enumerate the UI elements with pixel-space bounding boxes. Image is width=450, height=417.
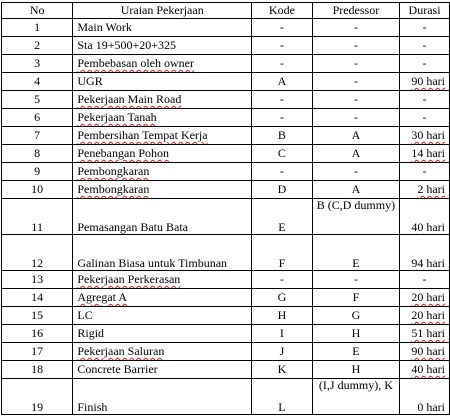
cell-uraian (73, 325, 252, 343)
cell-predessor (312, 235, 399, 271)
cell-no-text: 5 (34, 92, 41, 106)
cell-uraian (73, 181, 252, 199)
cell-kode (252, 379, 313, 415)
cell-uraian (73, 19, 252, 37)
cell-predessor (312, 127, 399, 145)
cell-durasi (400, 343, 450, 361)
header-durasi: Durasi (400, 3, 450, 19)
cell-kode-text: H (277, 308, 287, 322)
cell-predessor (312, 19, 399, 37)
table-row (2, 109, 450, 127)
cell-predessor (312, 37, 399, 55)
cell-predessor-text: A (351, 182, 361, 196)
cell-uraian-text: Pekerjaan Saluran (77, 344, 165, 358)
cell-no (2, 109, 73, 127)
cell-uraian (73, 343, 252, 361)
cell-durasi (400, 127, 450, 145)
cell-durasi-text: 0 hari (417, 400, 445, 414)
table-row (2, 55, 450, 73)
cell-predessor (312, 163, 399, 181)
cell-predessor (312, 181, 399, 199)
cell-predessor-text: - (353, 56, 358, 70)
cell-predessor (312, 325, 399, 343)
cell-predessor (312, 145, 399, 163)
header-uraian: Uraian Pekerjaan (73, 3, 252, 19)
cell-predessor-text: - (353, 272, 358, 286)
cell-no-text: 4 (34, 74, 41, 88)
table-row (2, 37, 450, 55)
activity-table (1, 2, 450, 415)
cell-no (2, 55, 73, 73)
cell-kode-text: B (277, 128, 286, 142)
cell-uraian (73, 199, 252, 235)
cell-no (2, 379, 73, 415)
cell-kode (252, 73, 313, 91)
cell-durasi (400, 91, 450, 109)
cell-uraian (73, 379, 252, 415)
cell-uraian-text: Concrete Barrier (77, 362, 158, 376)
cell-uraian-text: LC (77, 308, 93, 322)
cell-kode (252, 91, 313, 109)
cell-kode (252, 37, 313, 55)
cell-kode-text: - (279, 38, 284, 52)
table-row (2, 307, 450, 325)
cell-no-text: 10 (31, 182, 44, 196)
cell-kode-text: - (279, 20, 284, 34)
cell-kode-text: - (279, 110, 284, 124)
cell-predessor (312, 361, 399, 379)
cell-no-text: 15 (31, 308, 44, 322)
cell-no (2, 91, 73, 109)
cell-no-text: 13 (31, 272, 44, 286)
cell-no (2, 289, 73, 307)
cell-uraian (73, 109, 252, 127)
cell-uraian (73, 127, 252, 145)
cell-predessor-text: H (351, 362, 361, 376)
cell-predessor-text: E (352, 344, 360, 358)
cell-kode (252, 325, 313, 343)
cell-durasi (400, 235, 450, 271)
cell-no-text: 17 (31, 344, 44, 358)
cell-uraian (73, 73, 252, 91)
cell-durasi (400, 361, 450, 379)
cell-durasi-text: 51 hari (411, 326, 445, 340)
cell-durasi (400, 199, 450, 235)
table-row (2, 199, 450, 235)
cell-uraian (73, 271, 252, 289)
cell-uraian-text: Sta 19+500+20+325 (77, 38, 176, 52)
cell-kode-text: C (277, 146, 286, 160)
table-row (2, 361, 450, 379)
cell-uraian (73, 55, 252, 73)
cell-no (2, 361, 73, 379)
cell-predessor (312, 109, 399, 127)
cell-predessor (312, 343, 399, 361)
cell-uraian (73, 163, 252, 181)
cell-kode-text: A (277, 74, 287, 88)
cell-predessor-text: - (353, 20, 358, 34)
cell-no (2, 19, 73, 37)
cell-uraian (73, 91, 252, 109)
cell-uraian (73, 145, 252, 163)
cell-kode (252, 289, 313, 307)
cell-kode-text: - (279, 92, 284, 106)
cell-no-text: 11 (31, 220, 43, 234)
cell-durasi-text: 14 hari (411, 146, 445, 160)
cell-predessor (312, 307, 399, 325)
cell-uraian-text: Rigid (77, 326, 105, 340)
cell-kode (252, 163, 313, 181)
cell-durasi (400, 307, 450, 325)
table-row (2, 73, 450, 91)
table-row (2, 289, 450, 307)
cell-kode-text: K (277, 362, 287, 376)
cell-durasi (400, 109, 450, 127)
cell-predessor-text: E (352, 256, 360, 270)
cell-durasi-text: 94 hari (411, 256, 445, 270)
cell-durasi-text: 30 hari (411, 128, 445, 142)
cell-no-text: 9 (34, 164, 41, 178)
cell-durasi-text: - (422, 56, 427, 70)
table-row (2, 127, 450, 145)
cell-kode (252, 19, 313, 37)
table-row (2, 325, 450, 343)
cell-durasi-text: 20 hari (411, 308, 445, 322)
cell-durasi (400, 19, 450, 37)
cell-uraian-text: Pembongkaran (77, 164, 150, 178)
cell-uraian-text: Pekerjaan Perkerasan (77, 272, 181, 286)
table-row (2, 379, 450, 415)
cell-no-text: 6 (34, 110, 41, 124)
cell-durasi-text: - (422, 272, 427, 286)
cell-uraian (73, 361, 252, 379)
table-row (2, 181, 450, 199)
header-kode: Kode (252, 3, 313, 19)
cell-no-text: 18 (31, 362, 44, 376)
cell-durasi-text: 2 hari (417, 182, 445, 196)
cell-uraian-text: UGR (77, 74, 103, 88)
cell-durasi (400, 163, 450, 181)
cell-predessor-text: H (351, 326, 361, 340)
cell-durasi-text: - (422, 110, 427, 124)
cell-uraian-text: Pembersihan Tempat Kerja (77, 128, 208, 142)
cell-kode (252, 343, 313, 361)
cell-kode-text: E (278, 220, 286, 234)
cell-uraian-text: Finish (77, 400, 108, 414)
cell-durasi (400, 55, 450, 73)
cell-uraian (73, 235, 252, 271)
cell-durasi (400, 37, 450, 55)
cell-no-text: 14 (31, 290, 44, 304)
cell-predessor-text: A (351, 146, 361, 160)
cell-uraian (73, 289, 252, 307)
cell-kode (252, 307, 313, 325)
cell-kode (252, 55, 313, 73)
header-predessor: Predessor (312, 3, 399, 19)
cell-predessor-text: - (353, 74, 358, 88)
cell-uraian (73, 37, 252, 55)
table-row (2, 91, 450, 109)
cell-predessor (312, 199, 399, 235)
cell-no (2, 307, 73, 325)
cell-kode (252, 271, 313, 289)
table-row (2, 271, 450, 289)
cell-no-text: 16 (31, 326, 44, 340)
cell-no-text: 3 (34, 56, 41, 70)
cell-predessor-text: F (352, 290, 360, 304)
cell-kode (252, 127, 313, 145)
cell-durasi-text: 90 hari (411, 74, 445, 88)
cell-kode (252, 109, 313, 127)
cell-predessor (312, 271, 399, 289)
table-row (2, 145, 450, 163)
cell-no-text: 2 (34, 38, 41, 52)
cell-durasi (400, 181, 450, 199)
cell-no (2, 37, 73, 55)
cell-no (2, 145, 73, 163)
cell-durasi-text: - (422, 38, 427, 52)
cell-predessor-text: (I,J dummy), K (318, 378, 393, 392)
cell-uraian-text: Agregat A (77, 290, 128, 304)
cell-durasi (400, 379, 450, 415)
cell-predessor-text: G (351, 308, 361, 322)
cell-predessor (312, 289, 399, 307)
cell-durasi-text: 90 hari (411, 344, 445, 358)
cell-kode-text: - (279, 272, 284, 286)
cell-durasi (400, 73, 450, 91)
table-body (2, 19, 450, 415)
cell-no (2, 199, 73, 235)
cell-kode-text: I (279, 326, 284, 340)
cell-uraian-text: Penebangan Pohon (77, 146, 170, 160)
cell-predessor-text: - (353, 164, 358, 178)
cell-no (2, 163, 73, 181)
cell-kode-text: L (278, 400, 286, 414)
cell-uraian-text: Pemasangan Batu Bata (77, 220, 188, 234)
cell-no (2, 325, 73, 343)
cell-no-text: 1 (34, 20, 41, 34)
cell-kode-text: - (279, 56, 284, 70)
cell-no (2, 271, 73, 289)
cell-predessor (312, 55, 399, 73)
cell-uraian-text: Main Work (77, 20, 132, 34)
cell-durasi-text: - (422, 20, 427, 34)
cell-durasi-text: - (422, 164, 427, 178)
cell-kode-text: J (279, 344, 285, 358)
cell-kode-text: - (279, 164, 284, 178)
cell-predessor (312, 379, 399, 415)
cell-durasi-text: 40 hari (411, 220, 445, 234)
table-row (2, 343, 450, 361)
cell-no (2, 127, 73, 145)
cell-uraian-text: Pekerjaan Tanah (77, 110, 157, 124)
cell-durasi (400, 325, 450, 343)
cell-uraian-text: Pembebasan oleh owner (77, 56, 194, 70)
cell-predessor (312, 91, 399, 109)
cell-durasi (400, 289, 450, 307)
cell-no (2, 181, 73, 199)
cell-uraian (73, 307, 252, 325)
cell-predessor-text: - (353, 38, 358, 52)
cell-no (2, 73, 73, 91)
cell-uraian-text: Pekerjaan Main Road (77, 92, 182, 106)
cell-kode (252, 361, 313, 379)
cell-kode-text: G (277, 290, 287, 304)
table-row (2, 163, 450, 181)
cell-predessor-text: A (351, 128, 361, 142)
cell-predessor (312, 73, 399, 91)
cell-uraian-text: Pembongkaran (77, 182, 150, 196)
cell-predessor-text: - (353, 110, 358, 124)
header-no: No (2, 3, 73, 19)
cell-no-text: 7 (34, 128, 41, 142)
cell-kode (252, 145, 313, 163)
cell-durasi-text: 40 hari (411, 362, 445, 376)
cell-uraian-text: Galinan Biasa untuk Timbunan (77, 256, 228, 270)
cell-predessor-text: B (C,D dummy) (316, 198, 396, 212)
cell-durasi (400, 271, 450, 289)
cell-no-text: 12 (31, 256, 44, 270)
cell-kode (252, 181, 313, 199)
table-row (2, 19, 450, 37)
cell-no-text: 8 (34, 146, 41, 160)
cell-durasi-text: 20 hari (411, 290, 445, 304)
cell-durasi (400, 145, 450, 163)
cell-kode-text: D (277, 182, 287, 196)
cell-kode (252, 199, 313, 235)
cell-kode (252, 235, 313, 271)
table-row (2, 235, 450, 271)
cell-no (2, 343, 73, 361)
cell-durasi-text: - (422, 92, 427, 106)
cell-predessor-text: - (353, 92, 358, 106)
cell-no-text: 19 (31, 400, 44, 414)
cell-kode-text: F (278, 256, 286, 270)
header-row (2, 3, 450, 19)
cell-no (2, 235, 73, 271)
